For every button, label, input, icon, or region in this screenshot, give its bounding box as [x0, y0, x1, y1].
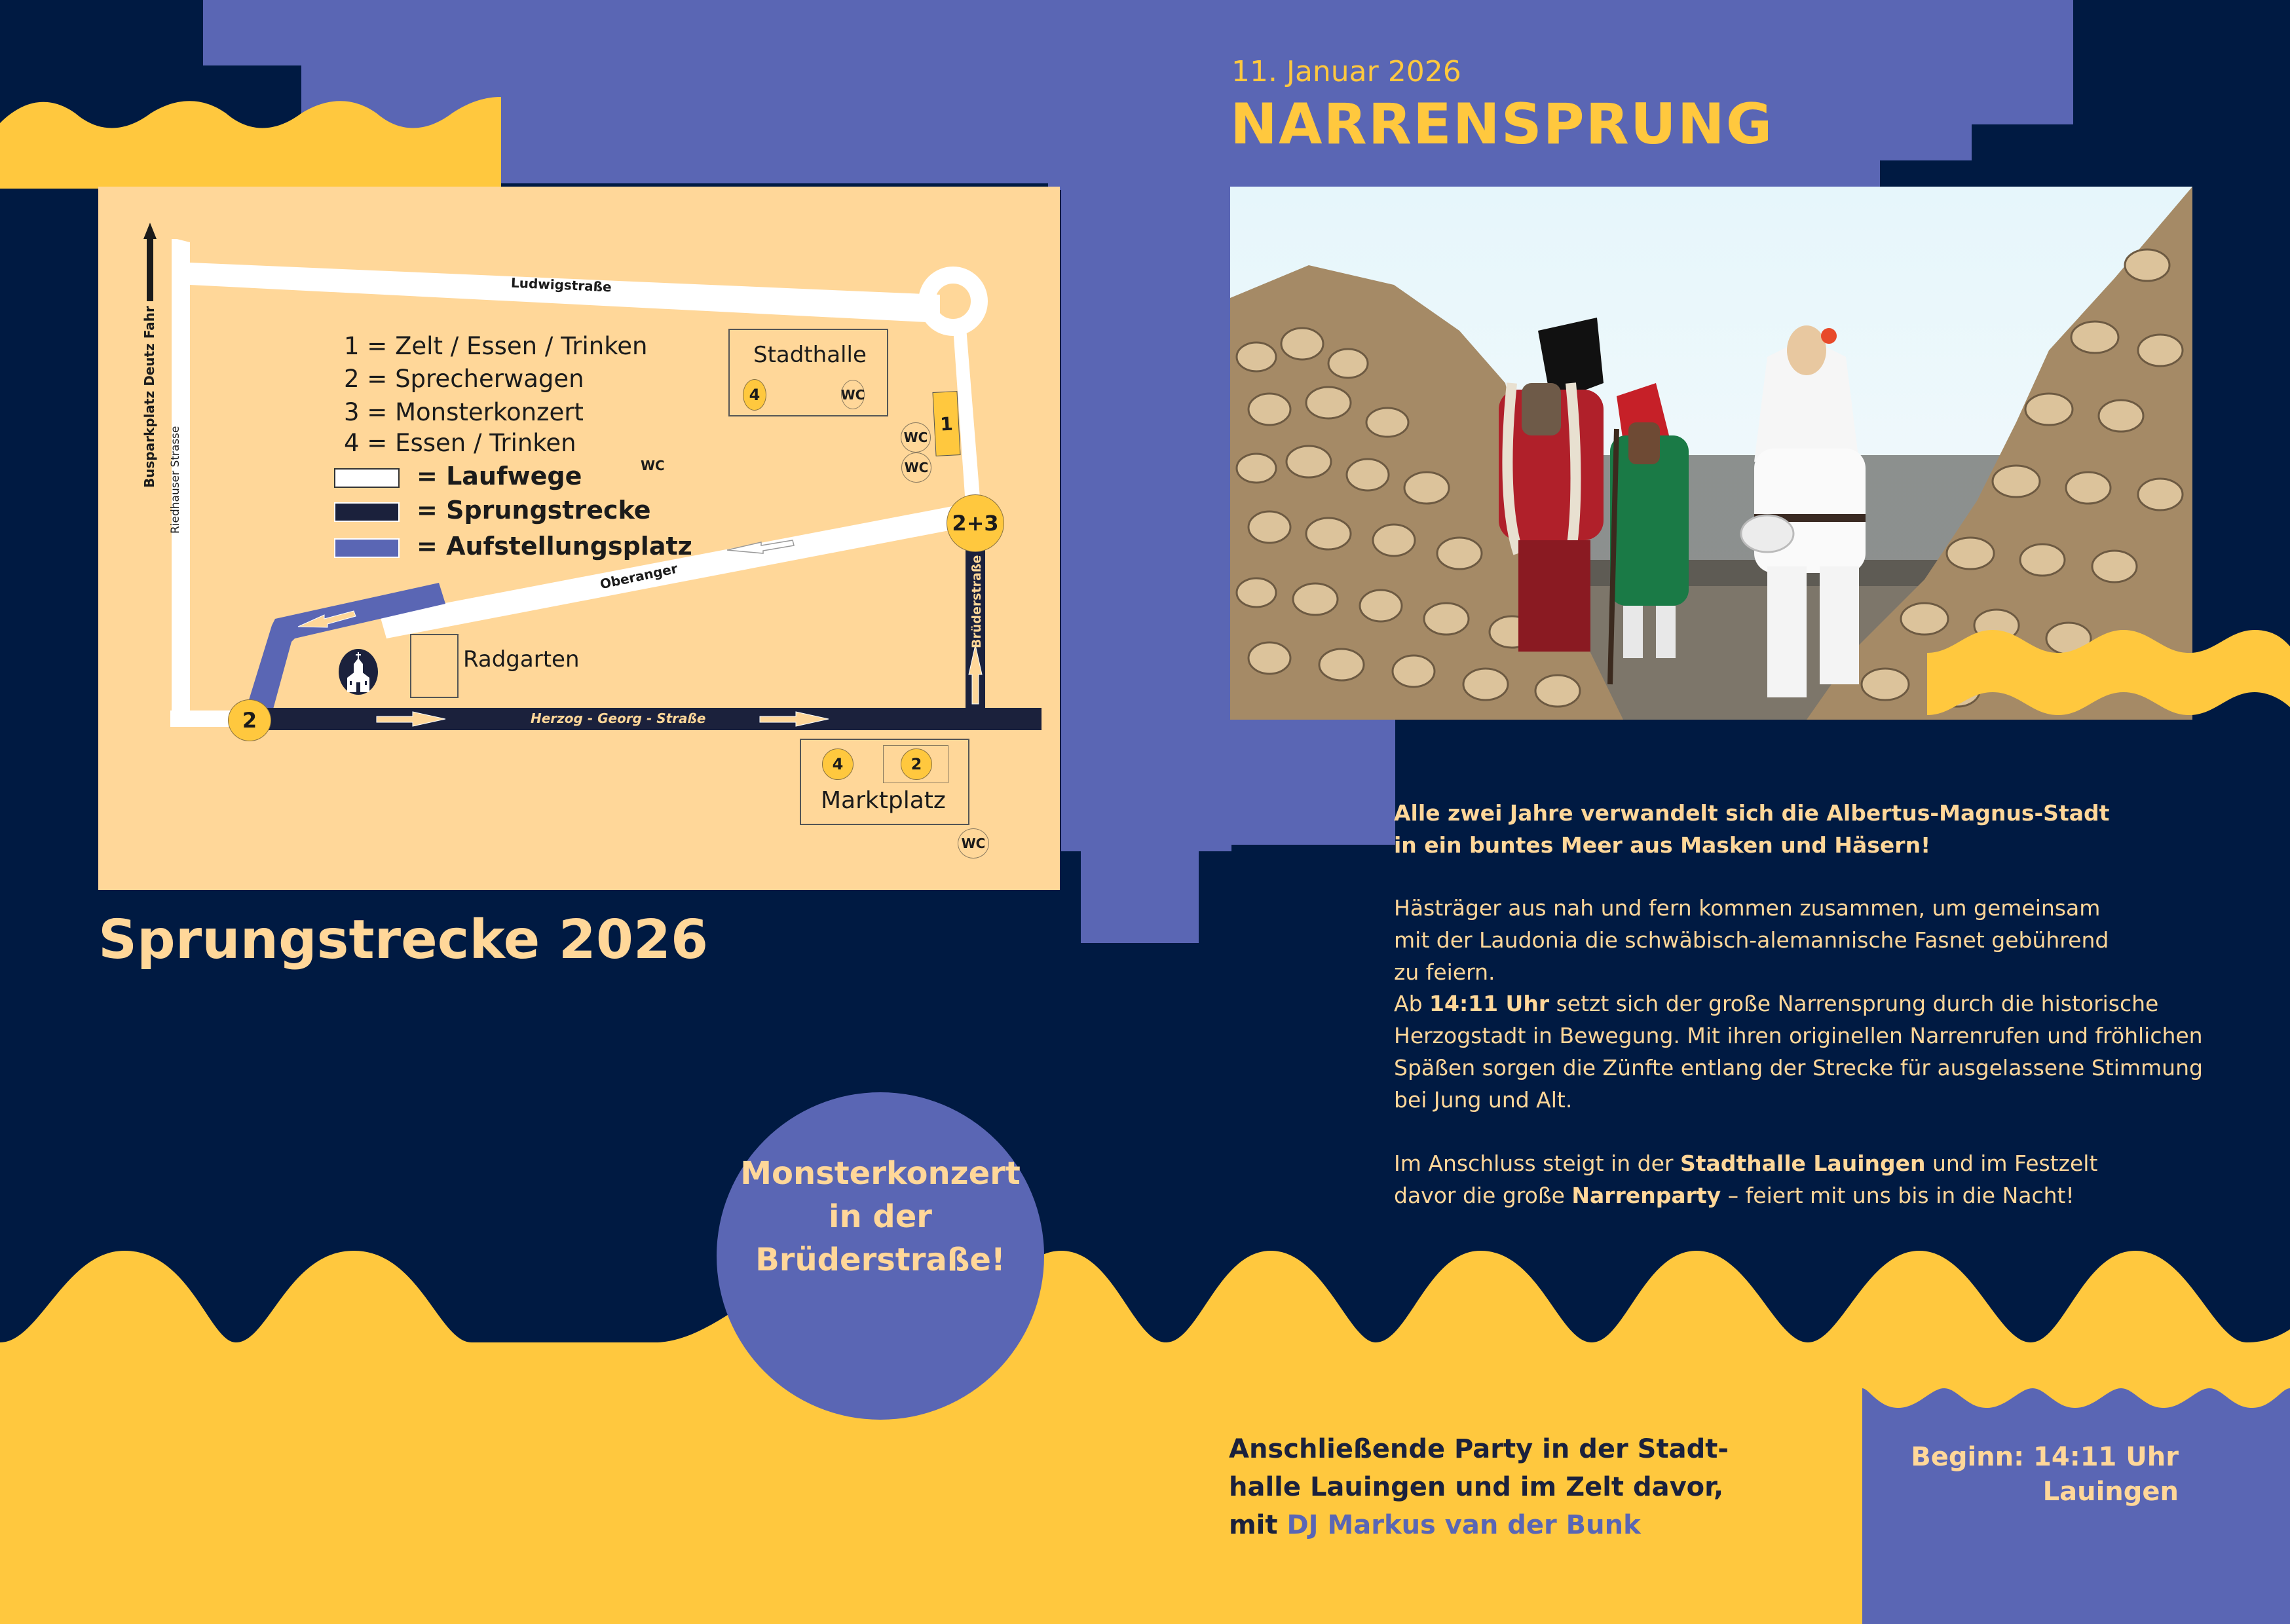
- circle-line-1: Monsterkonzert: [740, 1155, 1021, 1192]
- event-title: NARRENSPRUNG: [1230, 92, 1774, 157]
- marker-junction-2-3: 2+3: [947, 494, 1004, 552]
- intro-p3-suffix: – feiert mit uns bis in die Nacht!: [1721, 1183, 2074, 1208]
- route-title: Sprungstrecke 2026: [98, 909, 709, 971]
- label-busparkplatz: Busparkplatz Deutz Fahr: [141, 306, 157, 488]
- swatch-aufstellungsplatz: [334, 538, 400, 558]
- marker-stadthalle-4: 4: [743, 379, 766, 411]
- legend-item-4: 4 = Essen / Trinken: [344, 429, 576, 457]
- legend-key-laufwege: [334, 462, 582, 490]
- marktplatz-box: [800, 739, 969, 825]
- bg-blue-column-bottom: [1081, 851, 1199, 943]
- party-line-3: [1229, 1506, 1729, 1544]
- intro-lead: Alle zwei Jahre verwandelt sich die Albertus-Magnus-Stadt in ein buntes Meer aus Masken und Häsern!: [1394, 800, 2110, 858]
- wc-icon: WC: [901, 452, 931, 483]
- monsterkonzert-circle: [717, 1092, 1044, 1420]
- intro-p3-prefix: Im Anschluss steigt in der: [1394, 1151, 1680, 1176]
- info-place: Lauingen: [2042, 1477, 2179, 1507]
- party-line-2: halle Lauingen und im Zelt davor,: [1229, 1472, 1724, 1502]
- event-date: 11. Januar 2026: [1231, 55, 1461, 88]
- intro-p2-prefix: Ab: [1394, 991, 1430, 1016]
- intro-p3-mid: und im Festzelt davor die große: [1394, 1151, 2098, 1208]
- legend-item-1: 1 = Zelt / Essen / Trinken: [344, 332, 648, 360]
- label-ludwigstrasse: Ludwigstraße: [510, 274, 612, 295]
- bg-blue-column: [1061, 183, 1231, 851]
- intro-paragraph-3: [1394, 1147, 2154, 1211]
- party-dj: DJ Markus van der Bunk: [1286, 1510, 1641, 1540]
- legend-key-sprungstrecke: [334, 496, 651, 525]
- radgarten-box: [410, 634, 459, 698]
- party-line-3-prefix: mit: [1229, 1510, 1287, 1540]
- stadthalle-label: Stadthalle: [753, 342, 867, 368]
- marker-marktplatz-4: 4: [822, 748, 854, 780]
- legend-key-aufstellungsplatz: [334, 532, 692, 561]
- swatch-laufwege: [334, 468, 400, 488]
- church-icon: [338, 648, 379, 695]
- wc-icon: WC: [901, 422, 931, 452]
- party-line-1: Anschließende Party in der Stadt-: [1229, 1434, 1729, 1464]
- intro-p2-time: 14:11 Uhr: [1429, 991, 1550, 1016]
- label-oberanger: Oberanger: [598, 560, 679, 593]
- wc-icon: WC: [958, 828, 989, 858]
- intro-paragraph-2: [1394, 987, 2206, 1116]
- intro-p2-suffix: setzt sich der große Narrensprung durch die historische Herzogstadt in Bewegung. Mit ihren originellen Narrenrufen und fröhlichen Späßen sorgen die Zünfte entlang der Strecke für ausgelassene Stimmung bei Jung und Alt.: [1394, 991, 2203, 1113]
- intro-p3-party: Narrenparty: [1571, 1183, 1721, 1208]
- wc-label-plain: WC: [641, 458, 665, 473]
- legend-key-sprungstrecke-label: = Sprungstrecke: [417, 496, 651, 525]
- swatch-sprungstrecke: [334, 502, 400, 522]
- label-herzog-georg-strasse: Herzog - Georg - Straße: [531, 710, 706, 726]
- marker-marktplatz-2: 2: [901, 748, 932, 780]
- route-map: [98, 187, 1060, 890]
- wc-icon: WC: [841, 380, 865, 409]
- top-left-wave: [0, 97, 501, 189]
- intro-p3-venue: Stadthalle Lauingen: [1680, 1151, 1926, 1176]
- intro-paragraph-1: Hästräger aus nah und fern kommen zusammen, um gemeinsam mit der Laudonia die schwäbisch-alemannische Fasnet gebührend zu feiern.: [1394, 895, 2109, 985]
- label-bruderstrasse: Brüderstraße: [969, 555, 984, 648]
- circle-line-2: in der: [829, 1198, 932, 1235]
- stadthalle-box: [728, 329, 888, 416]
- party-info: [1229, 1430, 1729, 1544]
- legend-item-2: 2 = Sprecherwagen: [344, 365, 584, 393]
- legend-item-3: 3 = Monsterkonzert: [344, 398, 584, 426]
- marker-start-2: 2: [228, 699, 271, 741]
- label-riedhauser-strasse: Riedhauser Strasse: [169, 426, 182, 534]
- sprecherwagen-box: [883, 745, 948, 783]
- info-box: [1862, 1382, 2290, 1624]
- legend-key-aufstellungsplatz-label: = Aufstellungsplatz: [417, 532, 692, 561]
- legend-key-laufwege-label: = Laufwege: [417, 462, 582, 490]
- circle-line-3: Brüderstraße!: [755, 1242, 1005, 1278]
- marktplatz-label: Marktplatz: [821, 787, 946, 814]
- info-begin: Beginn: 14:11 Uhr: [1911, 1442, 2179, 1472]
- photo-wave: [1927, 630, 2290, 754]
- marker-zelt-1-label: 1: [939, 413, 954, 435]
- marker-zelt-1: [932, 391, 960, 456]
- radgarten-label: Radgarten: [463, 646, 580, 673]
